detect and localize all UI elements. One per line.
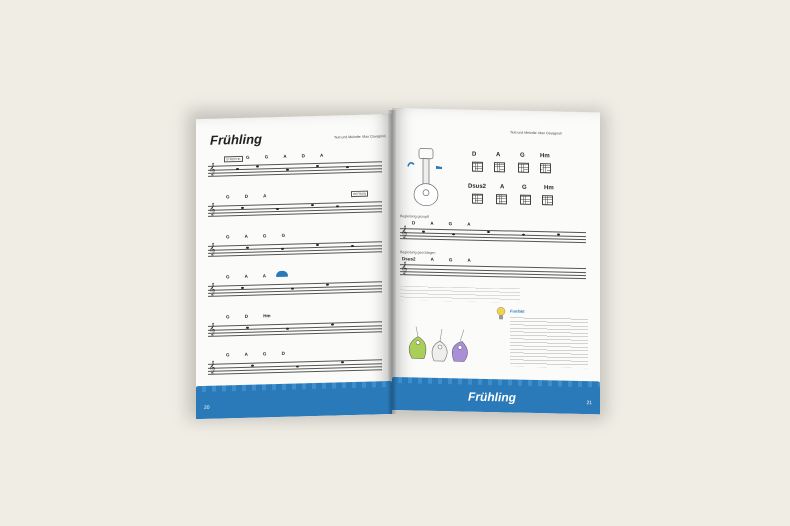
chord-row-gezupft: D A G A bbox=[412, 220, 471, 227]
treble-clef-icon-r1: 𝄞 bbox=[401, 225, 408, 239]
left-page-title: Frühling bbox=[210, 131, 262, 148]
lightbulb-icon bbox=[496, 306, 506, 320]
chord-diagram bbox=[496, 194, 507, 204]
staff-6 bbox=[208, 359, 382, 375]
chord-diagram bbox=[518, 163, 529, 173]
refrain-label: REFRAIN bbox=[353, 191, 367, 197]
chord-row-2: G D A bbox=[226, 193, 267, 200]
chord-row-6: G A G D bbox=[226, 350, 285, 358]
chord-row-4: G A A bbox=[226, 273, 266, 280]
chord-Hm-2: Hm bbox=[544, 185, 554, 192]
left-page bbox=[196, 114, 392, 419]
staff-4 bbox=[208, 281, 382, 297]
chord-Dsus2: Dsus2 bbox=[468, 183, 487, 190]
treble-clef-icon: 𝄞 bbox=[209, 162, 216, 176]
chord-A: A bbox=[496, 152, 501, 159]
chord-row-5: G D Hm bbox=[226, 313, 271, 320]
chord-row-geschlagen: Dsus2 A G A bbox=[402, 256, 471, 263]
hat-icon bbox=[276, 271, 288, 277]
chord-diagram bbox=[520, 195, 531, 205]
chord-diagram bbox=[472, 162, 483, 172]
right-page-number: 21 bbox=[586, 400, 592, 407]
instruction-text bbox=[400, 286, 520, 303]
left-page-credit: Text und Melodie: Max Cavagnoli bbox=[334, 134, 386, 140]
funfakt-text bbox=[510, 316, 588, 368]
staff-3 bbox=[208, 241, 382, 257]
staff-gezupft bbox=[400, 225, 586, 243]
chord-row-3: G A G G bbox=[226, 232, 286, 240]
guitar-icon bbox=[404, 144, 448, 207]
chord-diagram bbox=[472, 194, 483, 204]
treble-clef-icon-r2: 𝄞 bbox=[401, 261, 408, 275]
left-page-band bbox=[196, 384, 392, 419]
right-band-title: Frühling bbox=[468, 389, 516, 405]
chord-diagram bbox=[540, 163, 551, 173]
funfakt-label: Funfakt bbox=[510, 308, 525, 314]
treble-clef-icon-4: 𝄞 bbox=[209, 282, 216, 296]
left-page-number: 20 bbox=[204, 404, 210, 411]
treble-clef-icon-5: 𝄞 bbox=[209, 322, 216, 336]
right-page-band bbox=[392, 380, 600, 414]
chord-Hm: Hm bbox=[540, 153, 550, 160]
chord-diagram bbox=[542, 195, 553, 205]
staff-5 bbox=[208, 321, 382, 337]
treble-clef-icon-3: 𝄞 bbox=[209, 242, 216, 256]
treble-clef-icon-6: 𝄞 bbox=[209, 360, 216, 374]
strophe-label: STROPHE bbox=[226, 156, 241, 162]
staff-1 bbox=[208, 161, 382, 177]
chord-diagram bbox=[494, 162, 505, 172]
right-page-credit: Text und Melodie: Max Cavagnoli bbox=[510, 130, 562, 136]
treble-clef-icon-2: 𝄞 bbox=[209, 202, 216, 216]
chord-G: G bbox=[520, 152, 525, 159]
cartoon-characters bbox=[398, 322, 478, 370]
chord-D: D bbox=[472, 151, 477, 158]
right-page bbox=[392, 108, 600, 414]
staff-geschlagen bbox=[400, 261, 586, 279]
chord-A-2: A bbox=[500, 184, 505, 191]
label-gezupft: Begleitung gezupft bbox=[400, 214, 429, 219]
staff-2 bbox=[208, 201, 382, 217]
book-gutter bbox=[388, 110, 396, 414]
chord-row-1: G G A D A bbox=[246, 152, 324, 160]
label-geschlagen: Begleitung geschlagen bbox=[400, 250, 436, 255]
chord-G-2: G bbox=[522, 184, 527, 191]
